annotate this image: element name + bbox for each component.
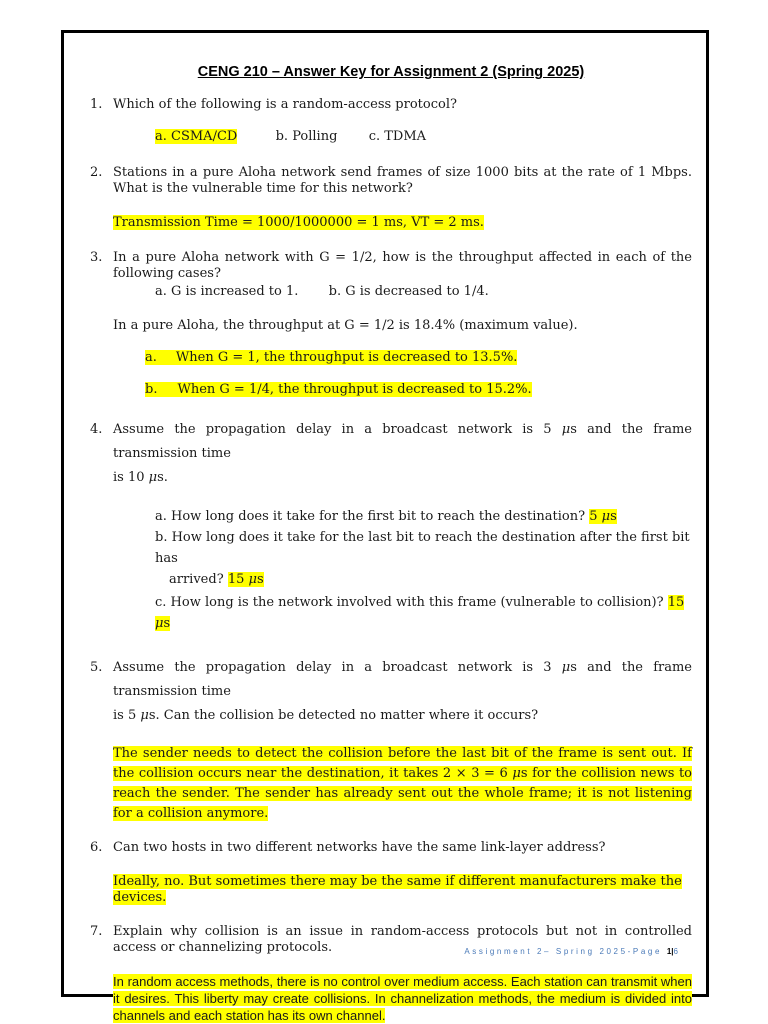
q3-cases: [155, 284, 692, 300]
answer-text: s for the collision news to reach the sender. The sender has already sent out the whole frame; it is not listening for a collision anymore.: [113, 766, 693, 821]
answer-label: b.: [145, 382, 158, 397]
q5-answer: The sender needs to detect the collision before the last bit of the frame is sent out. If the collision occurs near the destination, it takes 2 × 3 = 6 μs for the collision news to reach the sender. The sender has already sent out the whole frame; it is not listening for a collision anymore.: [113, 746, 693, 821]
question-number: 1.: [90, 97, 103, 112]
q6-answer: [113, 874, 692, 906]
question-text: is 10: [113, 470, 145, 485]
mu-symbol: μ: [561, 422, 571, 437]
question-number: 7.: [90, 924, 103, 939]
question-number: 2.: [90, 165, 103, 180]
question-text: s.: [157, 470, 168, 485]
question-text: s. Can the collision be detected no matter where it occurs?: [148, 708, 539, 723]
answer-text: When G = 1, the throughput is decreased to 13.5%.: [175, 350, 518, 365]
q4-subquestions: [155, 506, 692, 634]
q1-option-b: b. Polling: [275, 129, 338, 144]
question-number: 6.: [90, 840, 103, 855]
answer-text: Transmission Time = 1000/1000000 = 1 ms, VT = 2 ms.: [113, 215, 484, 230]
q2-answer: [113, 215, 692, 231]
answer-text: The sender needs to detect the collision before the last bit of the frame is sent out. If the collision occurs near the destination, it takes 2 × 3 = 6: [113, 746, 692, 781]
question-text: Explain why collision is an issue in random-access protocols but not in controlled access or channelizing protocols.: [113, 924, 692, 955]
question-4: [90, 418, 692, 490]
question-text: Assume the propagation delay in a broadcast network is 5: [113, 422, 552, 437]
question-text: s and the frame transmission time: [113, 660, 692, 699]
q7-answer: [113, 973, 692, 1024]
q1-option-c: c. TDMA: [368, 129, 427, 144]
q4-sub-a: a. How long does it take for the first bit to reach the destination? 5 μs: [155, 509, 617, 524]
mu-symbol: μ: [140, 708, 149, 723]
q4-sub-a-answer: 5 μs: [589, 509, 617, 524]
footer-page-number: 1: [666, 947, 672, 956]
answer-text: When G = 1/4, the throughput is decreased to 15.2%.: [177, 382, 532, 397]
q3-case-a: a. G is increased to 1.: [155, 284, 299, 299]
question-number: 3.: [90, 250, 103, 265]
question-5: [90, 656, 692, 728]
question-text: is 5: [113, 708, 137, 723]
page-footer: [0, 947, 678, 956]
mu-symbol: μ: [561, 660, 571, 675]
question-text: Which of the following is a random-access protocol?: [113, 97, 457, 112]
q4-sub-c-answer: 15 μs: [155, 595, 685, 631]
question-6: [90, 840, 692, 856]
q4-sub-c: c. How long is the network involved with this frame (vulnerable to collision)? 15 μs: [155, 595, 685, 631]
question-text: In a pure Aloha network with G = 1/2, how is the throughput affected in each of the following cases?: [113, 250, 692, 281]
q1-options: [155, 129, 692, 145]
document-body: [90, 64, 692, 1024]
question-2: [90, 165, 692, 197]
question-text: s and the frame transmission time: [113, 422, 692, 461]
question-text: Can two hosts in two different networks have the same link-layer address?: [113, 840, 606, 855]
footer-separator: |: [671, 947, 674, 956]
question-1: [90, 97, 692, 113]
footer-page-total: 6: [673, 947, 678, 956]
q3-answer-b: [145, 382, 692, 398]
question-number: 4.: [90, 422, 103, 437]
q3-answer-a: [145, 350, 692, 366]
question-text: Assume the propagation delay in a broadcast network is 3: [113, 660, 552, 675]
q4-sub-b-answer: 15 μs: [227, 572, 264, 587]
q1-option-a: a. CSMA/CD: [155, 129, 238, 144]
question-number: 5.: [90, 660, 103, 675]
question-3: [90, 250, 692, 282]
footer-text: Assignment 2– Spring 2025-Page: [464, 947, 663, 956]
mu-symbol: μ: [148, 470, 158, 485]
q3-note: In a pure Aloha, the throughput at G = 1/2 is 18.4% (maximum value).: [113, 318, 578, 333]
q3-case-b: b. G is decreased to 1/4.: [328, 284, 489, 299]
answer-text: Ideally, no. But sometimes there may be the same if different manufacturers make the devices.: [113, 874, 682, 905]
question-text: Stations in a pure Aloha network send frames of size 1000 bits at the rate of 1 Mbps. What is the vulnerable time for this network?: [113, 165, 692, 196]
page-title: CENG 210 – Answer Key for Assignment 2 (Spring 2025): [197, 64, 585, 80]
answer-label: a.: [145, 350, 157, 365]
q4-sub-b: b. How long does it take for the last bit to reach the destination after the first bit has arrived? 15 μs: [155, 530, 690, 587]
answer-text: In random access methods, there is no control over medium access. Each station can transmit when it desires. This liberty may create collisions. In channelization methods, the medium is divided into channels and each station has its own channel.: [113, 974, 692, 1023]
